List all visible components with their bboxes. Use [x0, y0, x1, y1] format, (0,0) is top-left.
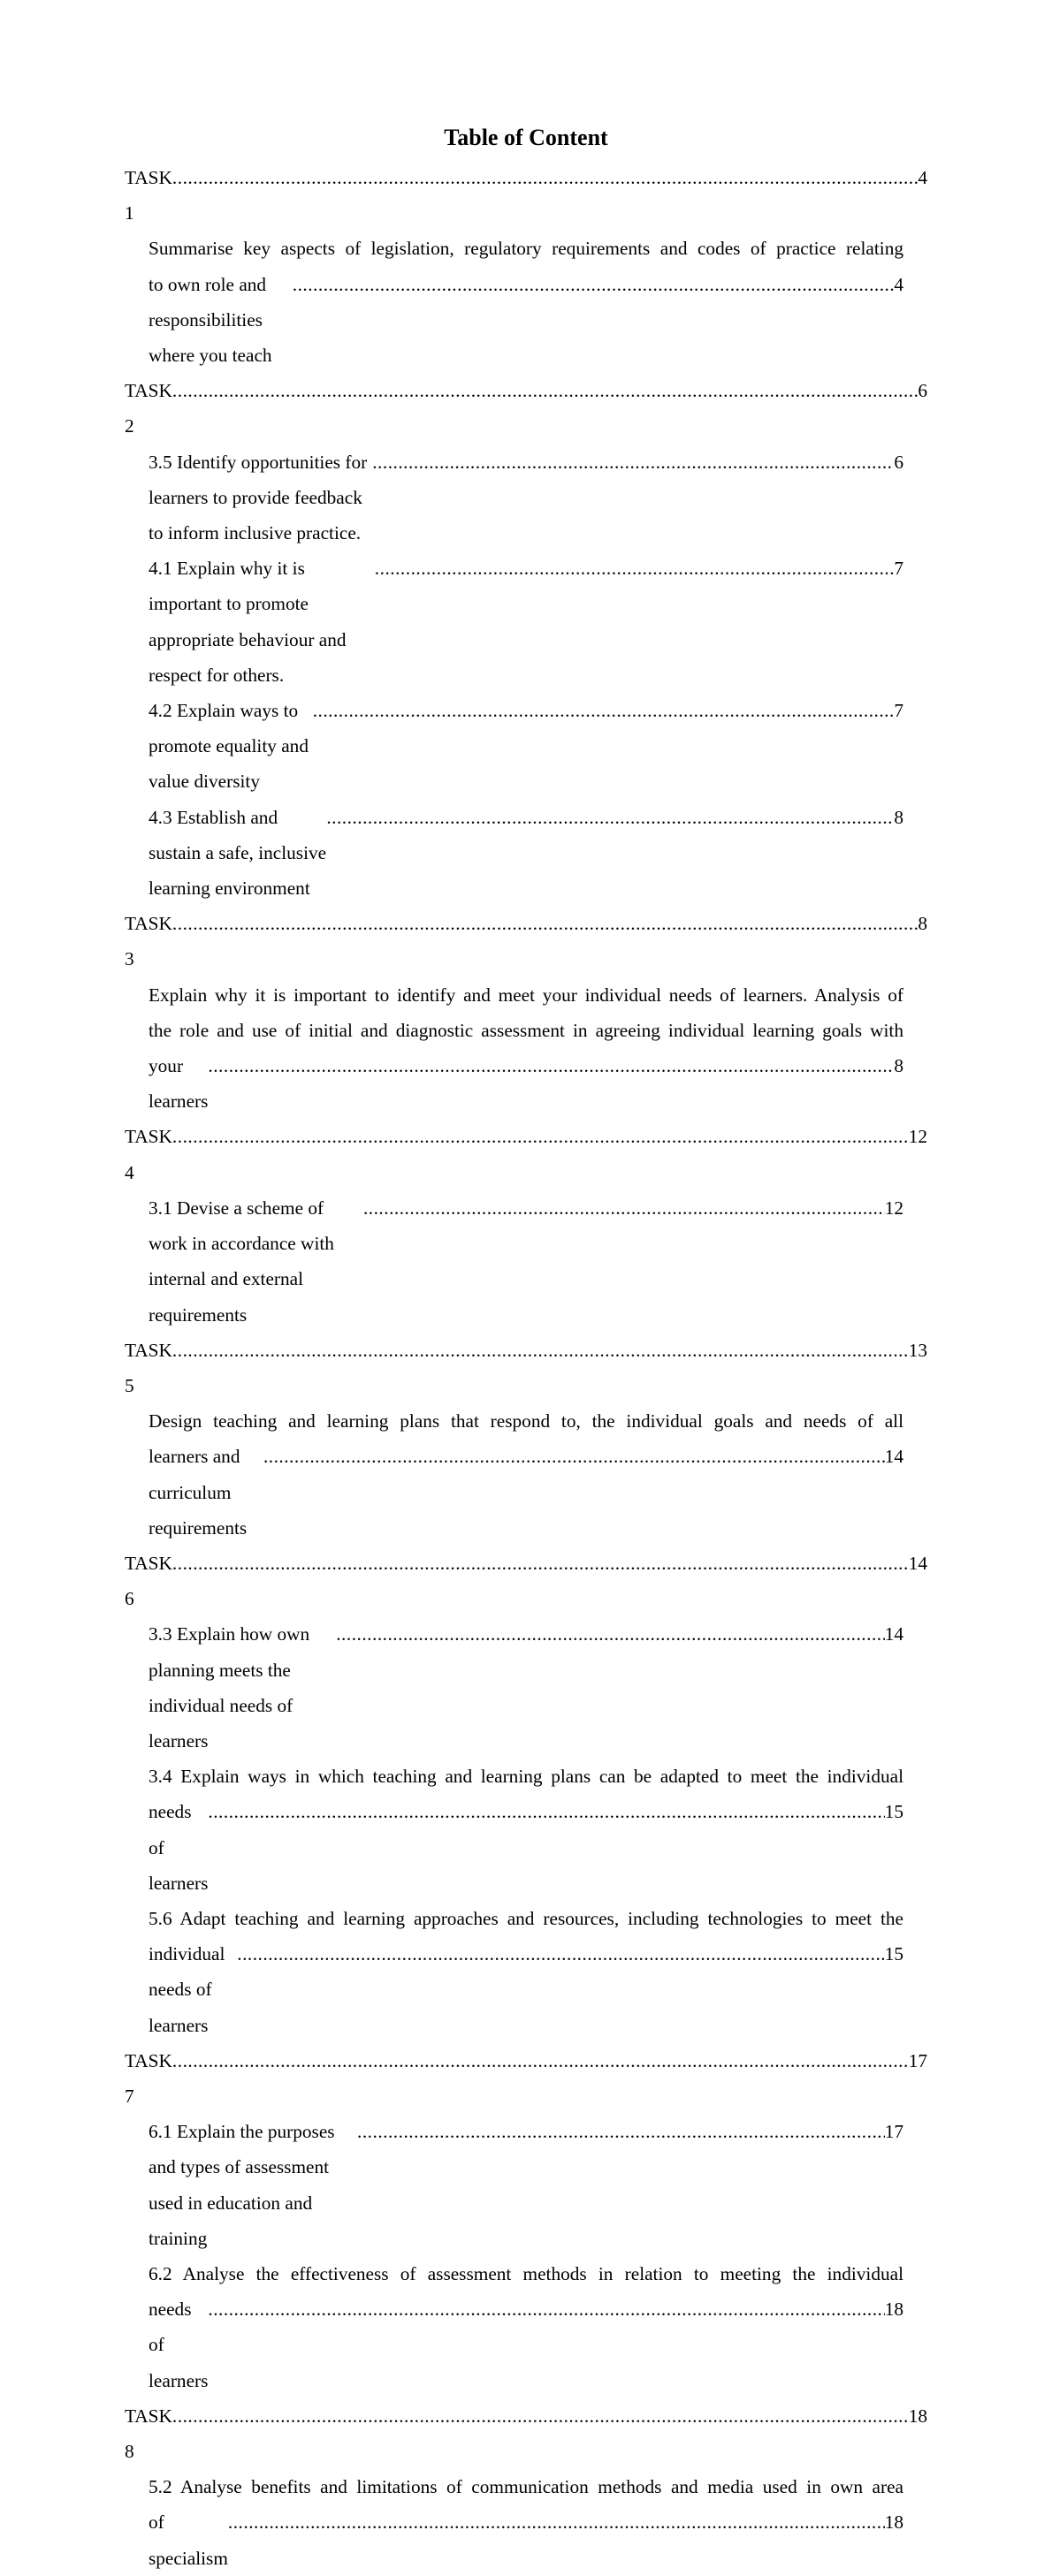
toc-entry-row: [125, 373, 927, 444]
toc-page-number: 14: [884, 1623, 903, 1645]
toc-entry-text: 3.1 Devise a scheme of work in accordance with internal and external requirements: [149, 1197, 334, 1326]
toc-entry-line: 5.6 Adapt teaching and learning approaches and resources, including technologies to meet the: [149, 1907, 903, 1929]
toc-entry-row: [125, 906, 927, 976]
toc-page-number: 7: [894, 558, 903, 580]
toc-entry-text: TASK 7: [125, 2049, 172, 2107]
toc-page-number: 12: [908, 1126, 927, 1148]
toc-entry-row: [125, 1546, 927, 1616]
toc-page-number: 15: [884, 1943, 903, 1965]
dot-leader: [172, 373, 918, 408]
toc-subentry[interactable]: [125, 231, 927, 373]
toc-page-number: 7: [894, 700, 903, 722]
toc-entry-row: [149, 693, 903, 800]
toc-page-number: 8: [894, 806, 903, 828]
toc-entry-text: your learners: [149, 1055, 209, 1113]
dot-leader: [172, 1119, 909, 1154]
toc-entry-row: [149, 1936, 903, 2043]
toc-entry-line: 3.4 Explain ways in which teaching and learning plans can be adapted to meet the individual: [149, 1766, 903, 1788]
dot-leader: [237, 1936, 884, 1972]
toc-entry-text: needs of learners: [149, 2299, 209, 2391]
toc-page-number: 4: [918, 167, 927, 188]
toc-subentry[interactable]: [125, 2469, 927, 2576]
dot-leader: [293, 267, 895, 302]
toc-task-entry[interactable]: [125, 2398, 927, 2469]
dot-leader: [372, 445, 894, 480]
toc-subentry[interactable]: [125, 551, 927, 693]
toc-subentry[interactable]: [125, 1190, 927, 1333]
toc-entry-text: 4.1 Explain why it is important to promote appropriate behaviour and respect for others.: [149, 558, 347, 686]
toc-page-number: 8: [918, 913, 927, 935]
toc-page-number: 15: [884, 1801, 903, 1823]
toc-entry-text: to own role and responsibilities where you teach: [149, 273, 272, 367]
toc-subentry[interactable]: [125, 1616, 927, 1759]
toc-entry-row: [149, 1616, 903, 1759]
toc-entry-row: [125, 2398, 927, 2469]
table-of-contents: [125, 160, 927, 2576]
toc-entry-text: 6.1 Explain the purposes and types of assessment used in education and training: [149, 2121, 335, 2249]
toc-task-entry[interactable]: [125, 906, 927, 976]
toc-subentry[interactable]: [125, 445, 927, 551]
dot-leader: [172, 160, 918, 195]
dot-leader: [208, 1794, 884, 1829]
dot-leader: [172, 2398, 909, 2434]
toc-entry-text: 4.3 Establish and sustain a safe, inclusive learning environment: [149, 806, 327, 900]
dot-leader: [208, 2291, 884, 2327]
toc-entry-line: Design teaching and learning plans that respond to, the individual goals and needs of all: [149, 1410, 903, 1432]
toc-entry-text: 4.2 Explain ways to promote equality and value diversity: [149, 700, 309, 793]
toc-entry-row: [149, 445, 903, 551]
toc-entry-text: needs of learners: [149, 1801, 209, 1894]
toc-entry-text: TASK 3: [125, 913, 172, 970]
toc-task-entry[interactable]: [125, 2043, 927, 2114]
toc-entry-text: TASK 5: [125, 1339, 172, 1396]
toc-entry-line: 6.2 Analyse the effectiveness of assessment methods in relation to meeting the individual: [149, 2262, 903, 2284]
toc-page-number: 4: [894, 273, 903, 295]
toc-page-number: 18: [884, 2299, 903, 2321]
toc-subentry[interactable]: [125, 1901, 927, 2043]
toc-task-entry[interactable]: [125, 160, 927, 231]
dot-leader: [172, 2043, 909, 2078]
toc-page-number: 12: [884, 1197, 903, 1219]
toc-page-number: 18: [884, 2511, 903, 2534]
toc-entry-row: [125, 1333, 927, 1403]
toc-entry-row: [149, 2114, 903, 2256]
toc-entry-text: TASK 8: [125, 2405, 172, 2462]
toc-page-number: 6: [894, 451, 903, 473]
toc-page-number: 17: [884, 2121, 903, 2143]
toc-entry-text: TASK 4: [125, 1126, 172, 1183]
toc-entry-row: [149, 1439, 903, 1546]
toc-entry-text: 3.3 Explain how own planning meets the individual needs of learners: [149, 1623, 310, 1752]
toc-entry-row: [125, 160, 927, 231]
dot-leader: [357, 2114, 885, 2149]
toc-entry-row: [149, 1794, 903, 1901]
toc-page-number: 8: [894, 1055, 903, 1077]
toc-subentry[interactable]: [125, 977, 927, 1120]
toc-entry-row: [149, 1190, 903, 1333]
toc-page-number: 6: [918, 380, 927, 402]
toc-entry-line: the role and use of initial and diagnostic assessment in agreeing individual learning goals with: [149, 1019, 903, 1041]
toc-entry-row: [149, 1048, 903, 1119]
dot-leader: [172, 906, 918, 941]
page-title: Table of Content: [444, 125, 608, 150]
toc-entry-row: [149, 551, 903, 693]
dot-leader: [336, 1616, 884, 1652]
toc-entry-line: Explain why it is important to identify and meet your individual needs of learners. Analysis of: [149, 984, 903, 1006]
toc-page-number: 17: [908, 2049, 927, 2071]
toc-subentry[interactable]: [125, 1403, 927, 1546]
dot-leader: [228, 2504, 885, 2540]
toc-entry-line: Summarise key aspects of legislation, regulatory requirements and codes of practice relating: [149, 238, 903, 260]
toc-entry-row: [149, 800, 903, 907]
dot-leader: [375, 551, 895, 586]
toc-page-number: 18: [908, 2405, 927, 2427]
dot-leader: [172, 1546, 909, 1581]
toc-entry-row: [149, 267, 903, 374]
toc-page-number: 13: [908, 1339, 927, 1361]
toc-entry-text: learners and curriculum requirements: [149, 1446, 248, 1539]
toc-entry-text: TASK 1: [125, 167, 172, 224]
toc-entry-row: [125, 2043, 927, 2114]
dot-leader: [363, 1190, 885, 1226]
toc-task-entry[interactable]: [125, 1119, 927, 1189]
dot-leader: [172, 1333, 909, 1368]
toc-entry-line: 5.2 Analyse benefits and limitations of communication methods and media used in own area: [149, 2476, 903, 2498]
toc-page-number: 14: [884, 1446, 903, 1468]
toc-entry-text: individual needs of learners: [149, 1943, 225, 2036]
toc-entry-row: [125, 1119, 927, 1189]
dot-leader: [208, 1048, 894, 1083]
dot-leader: [263, 1439, 885, 1474]
toc-page-number: 14: [908, 1552, 927, 1574]
dot-leader: [313, 693, 895, 728]
toc-entry-text: TASK 2: [125, 380, 172, 437]
toc-entry-row: [149, 2504, 903, 2575]
toc-task-entry[interactable]: [125, 1333, 927, 1403]
toc-subentry[interactable]: [125, 2256, 927, 2398]
dot-leader: [326, 800, 894, 835]
toc-subentry[interactable]: [125, 800, 927, 907]
toc-subentry[interactable]: [125, 693, 927, 800]
toc-entry-row: [149, 2291, 903, 2398]
toc-task-entry[interactable]: [125, 1546, 927, 1616]
toc-subentry[interactable]: [125, 1759, 927, 1901]
toc-task-entry[interactable]: [125, 373, 927, 444]
toc-entry-text: of specialism: [149, 2511, 228, 2569]
toc-entry-text: TASK 6: [125, 1552, 172, 1610]
toc-entry-text: 3.5 Identify opportunities for learners to provide feedback to inform inclusive practice.: [149, 451, 368, 544]
toc-subentry[interactable]: [125, 2114, 927, 2256]
